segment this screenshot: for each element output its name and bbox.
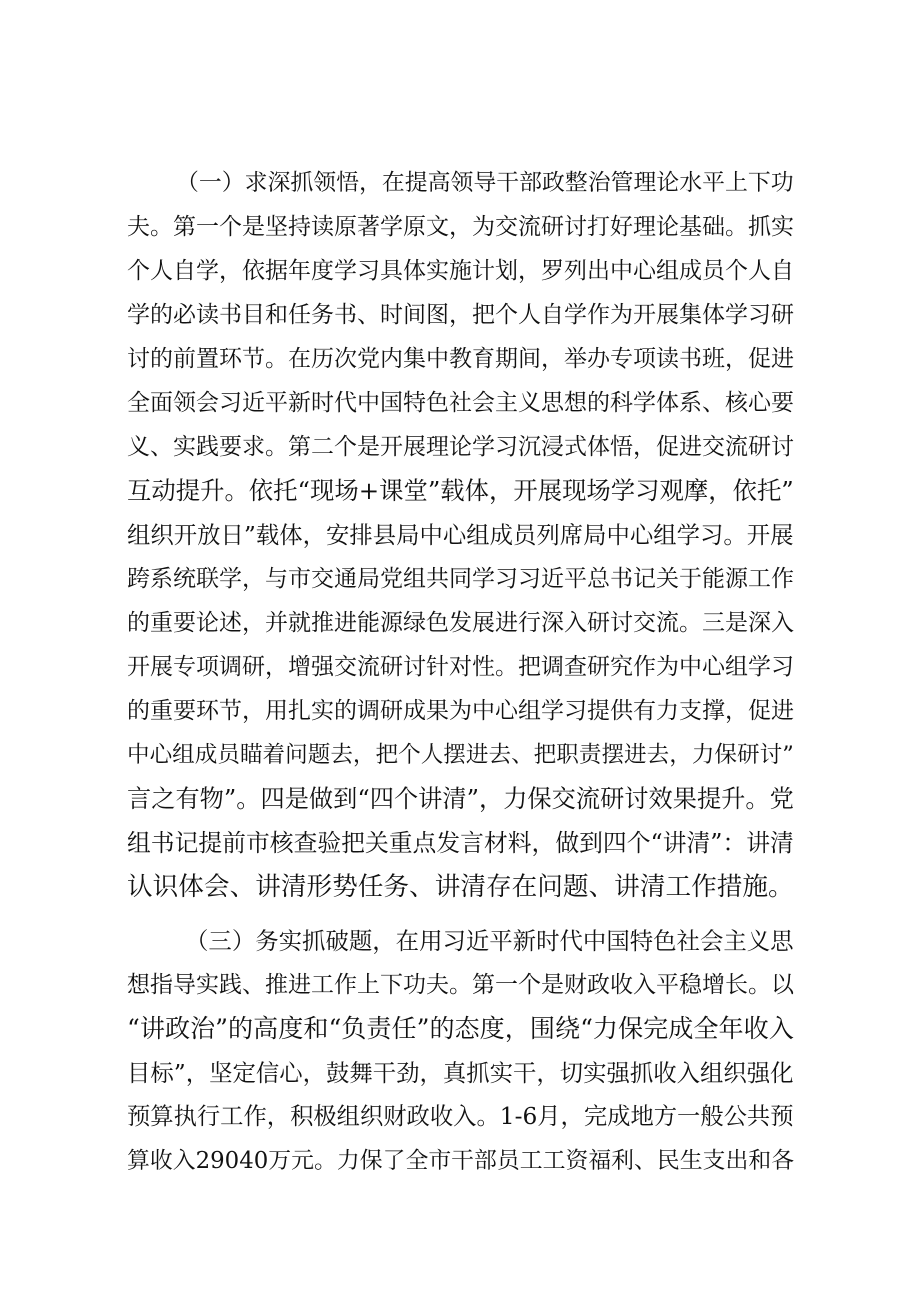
para2-line2: 想指导实践、推进工作上下功夫。第一个是财政收入平稳增长。以 (127, 972, 794, 998)
para1-line10: 跨系统联学，与市交通局党组共同学习习近平总书记关于能源工作 (127, 566, 794, 592)
para1-line7: 义、实践要求。第二个是开展理论学习沉浸式体悟，促进交流研讨 (127, 434, 794, 460)
para2-line6: 算收入29040万元。力保了全市干部员工工资福利、民生支出和各 (127, 1148, 795, 1174)
para2-line5: 预算执行工作，积极组织财政收入。1-6月，完成地方一般公共预 (127, 1103, 794, 1130)
para2-line3: “讲政治”的高度和“负责任”的态度，围绕“力保完成全年收入 (127, 1014, 794, 1043)
para1-line9: 组织开放日”载体，安排县局中心组成员列席局中心组学习。开展 (127, 521, 794, 549)
para1-line5: 讨的前置环节。在历次党内集中教育期间，举办专项读书班，促进 (127, 346, 794, 372)
para2-line4: 目标”，坚定信心，鼓舞干劲，真抓实干，切实强抓收入组织强化 (127, 1059, 794, 1087)
para1-line6: 全面领会习近平新时代中国特色社会主义思想的科学体系、核心要 (127, 390, 794, 416)
para1-line4: 学的必读书目和任务书、时间图，把个人自学作为开展集体学习研 (127, 302, 794, 328)
para1-line13: 的重要环节，用扎实的调研成果为中心组学习提供有力支撑，促进 (127, 698, 794, 724)
para1-line2: 夫。第一个是坚持读原著学原文，为交流研讨打好理论基础。抓实 (127, 214, 794, 240)
para1-line11: 的重要论述，并就推进能源绿色发展进行深入研讨交流。三是深入 (127, 610, 794, 636)
para1-line15: 言之有物”。四是做到“四个讲清”，力保交流研讨效果提升。党 (127, 785, 794, 813)
para1-line16: 组书记提前市核查验把关重点发言材料，做到四个“讲清”：讲清 (127, 829, 794, 857)
para1-line12: 开展专项调研，增强交流研讨针对性。把调查研究作为中心组学习 (127, 654, 794, 680)
para1-line1: （一）求深抓领悟，在提高领导干部政整治管理论水平上下功 (176, 170, 794, 196)
para1-line8: 互动提升。依托“现场+课堂”载体，开展现场学习观摩，依托” (127, 476, 794, 505)
para1-line3: 个人自学，依据年度学习具体实施计划，罗列出中心组成员个人自 (127, 258, 794, 284)
para1-line14: 中心组成员瞄着问题去，把个人摆进去、把职责摆进去，力保研讨” (127, 742, 794, 768)
para1-line17: 认识体会、讲清形势任务、讲清存在问题、讲清工作措施。 (127, 872, 794, 902)
para2-line1: （三）务实抓破题，在用习近平新时代中国特色社会主义思 (185, 927, 794, 955)
